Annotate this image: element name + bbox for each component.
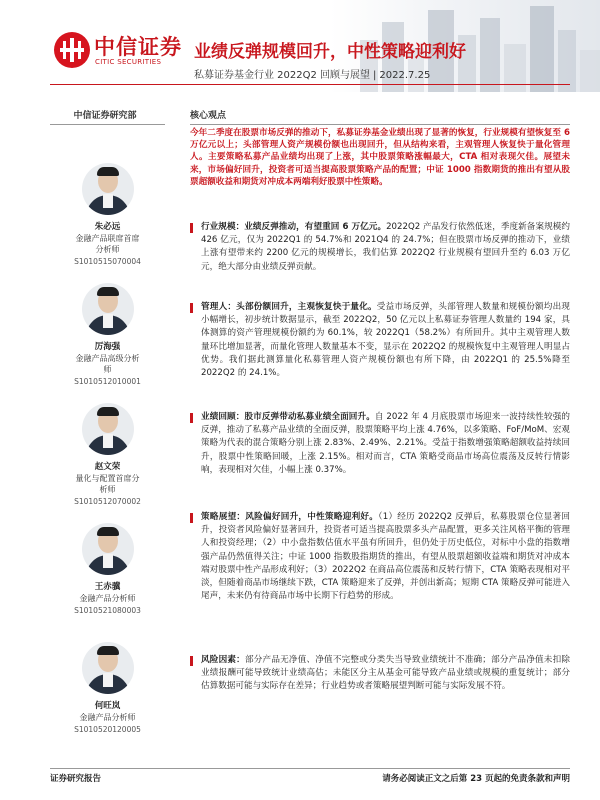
bullet-marker — [190, 656, 193, 666]
report-date: 2022.7.25 — [379, 70, 431, 81]
citic-emblem-icon — [54, 32, 90, 68]
analyst-role: 金融产品联席首席 — [75, 234, 140, 243]
bullet-lead: 策略展望：风险偏好回升，中性策略迎利好。 — [201, 512, 379, 522]
analyst-card — [50, 403, 165, 507]
analyst-role: 师 — [103, 365, 112, 374]
bullet-marker — [190, 513, 193, 523]
right-heading-divider — [190, 124, 570, 125]
research-dept-heading: 中信证券研究部 — [73, 111, 137, 121]
report-series: 私募证券基金行业 2022Q2 回顾与展望 — [194, 70, 371, 81]
citic-logo — [54, 30, 184, 74]
bullet-lead: 行业规模：业绩反弹推动，有望重回 6 万亿元。 — [201, 222, 387, 232]
analyst-photo — [82, 523, 134, 575]
analyst-license-code: S1010512070002 — [74, 497, 141, 506]
subtitle-separator: | — [373, 70, 377, 81]
bullet-text: 2022Q2 产品发行依然低迷，季度新备案规模约 426 亿元，仅为 2022Q1 的 54.7%和 2021Q4 的 24.7%；但在股票市场反弹的推动下，业绩上涨有望带来约 2200 亿元的规模增长，我们估算 2022Q2 行业规模有望回升至约 6.03 万亿元，绝大部分由业绩反弹贡献。 — [201, 222, 570, 272]
analyst-role: 金融产品分析师 — [79, 594, 136, 603]
footer-report-type: 证券研究报告 — [50, 774, 102, 784]
bullet-text: （1）经历 2022Q2 反弹后，私募股票仓位显著回升，投资者风险偏好显著回升，投资者可适当提高股票多头产品配置，更多关注风格平衡的管理人和投资经理；（2）中小盘指数估值水平虽有所回升，但仍处于历史低位，对标中小盘的指数增强产品仍然值得关注；中证 1000 指数股指期货的推出，有望从股票超额收益端和期货对冲成本端对股票中性产品形成利好；（3）2022Q2 在商品高位震荡和反转行情下，CTA 策略表现相对平淡，但随着商品市场继续下跌，CTA 策略迎来了反弹，并创出新高；短期 CTA 策略反弹可能进入尾声，未来仍有待商品市场中长期下行趋势的形成。 — [201, 512, 570, 602]
bullet-marker — [190, 303, 193, 313]
left-heading-divider — [50, 124, 165, 125]
brand-name-en: CITIC SECURITIES — [95, 58, 162, 66]
bullet-lead: 业绩回顾：股市反弹带动私募业绩全面回升。 — [201, 412, 375, 422]
analyst-name: 何旺岚 — [94, 701, 121, 711]
report-header — [0, 0, 600, 92]
analyst-photo — [82, 163, 134, 215]
bullet-industry-scale — [190, 221, 570, 274]
bullet-lead: 风险因素： — [201, 655, 245, 665]
footer-disclaimer: 请务必阅读正文之后第 23 页起的免责条款和声明 — [382, 774, 570, 784]
bullet-text: 受益市场反弹，头部管理人数量和规模份额均出现小幅增长，初步统计数据显示，截至 2022Q2，50 亿元以上私募证券管理人数量约 194 家，具体测算的资产管理规模份额约为 60.1%，较 2022Q1（58.2%）有所回升。其中主观管理人数量环比增加显著，而量化管理人数量基本不变，显示在 2022Q2 的规模恢复中主观管理人明显占优势。我们据此测算量化私募管理人资产规模份额也有所下降，由 2022Q1 的 25.5%降至 2022Q2 的 24.1%。 — [201, 302, 570, 379]
analyst-card — [50, 523, 165, 616]
bullet-strategy-outlook — [190, 511, 570, 603]
footer-divider — [50, 768, 570, 769]
analyst-name: 厉海强 — [94, 342, 121, 352]
report-title: 业绩反弹规模回升，中性策略迎利好 — [194, 42, 466, 62]
analyst-role: 析师 — [99, 485, 116, 494]
bullet-risk-factors — [190, 654, 570, 694]
analyst-license-code: S1010520120005 — [74, 725, 141, 734]
analyst-license-code: S1010512010001 — [74, 377, 141, 386]
analyst-card — [50, 163, 165, 267]
core-views-heading: 核心观点 — [190, 111, 227, 121]
bullet-managers — [190, 301, 570, 380]
analyst-license-code: S1010521080003 — [74, 606, 141, 615]
brand-name-cn: 中信证券 — [94, 35, 182, 59]
analyst-name: 朱必远 — [94, 222, 121, 232]
analyst-photo — [82, 403, 134, 455]
header-divider — [50, 84, 570, 85]
bullet-marker — [190, 223, 193, 233]
bullet-lead: 管理人：头部份额回升，主观恢复快于量化。 — [201, 302, 377, 312]
analyst-role: 分析师 — [95, 245, 120, 254]
analyst-name: 赵文荣 — [94, 462, 121, 472]
bullet-text: 自 2022 年 4 月底股票市场迎来一波持续性较强的反弹，推动了私募产品业绩的全面反弹，股票策略平均上涨 4.76%，以多策略、FoF/MoM、宏观策略为代表的混合策略分别上涨 2.83%、2.49%、2.21%。受益于指数增强策略超额收益持续回升，股票中性策略回暖，上涨 2.15%。相对而言，CTA 策略受商品市场高位震荡及反转行情影响，表现相对欠佳，小幅上涨 0.37%。 — [201, 412, 570, 475]
analyst-license-code: S1010515070004 — [74, 257, 141, 266]
analyst-role: 量化与配置首席分 — [75, 474, 140, 483]
analyst-photo — [82, 642, 134, 694]
bullet-text: 部分产品无净值、净值不完整或分类失当导致业绩统计不准确；部分产品净值未扣除业绩报酬可能导致统计业绩高估；未能区分主从基金可能导致产品业绩或规模的重复统计；部分估算数据可能与实际存在差异；行业趋势或者策略展望判断可能与实际发展不符。 — [201, 655, 570, 692]
bullet-marker — [190, 413, 193, 423]
analyst-photo — [82, 283, 134, 335]
core-summary: 今年二季度在股票市场反弹的推动下，私募证券基金业绩出现了显著的恢复，行业规模有望恢复至 6 万亿元以上；头部管理人资产规模份额也出现回升，但从结构来看，主观管理人恢复快于量化管理人。主要策略私募产品业绩均出现了上涨，其中股票策略涨幅最大，CTA 相对表现欠佳。展望未来，市场偏好回升，投资者可适当提高股票策略产品的配置；中证 1000 指数期货的推出有望从股票超额收益和期货对冲成本两端利好股票中性策略。 — [190, 128, 570, 187]
analyst-role: 金融产品高级分析 — [75, 354, 140, 363]
analyst-role: 金融产品分析师 — [79, 713, 136, 722]
report-subtitle — [194, 66, 430, 81]
analyst-card — [50, 283, 165, 387]
analyst-card — [50, 642, 165, 735]
bullet-performance-review — [190, 411, 570, 477]
analyst-name: 王赤骥 — [94, 582, 121, 592]
